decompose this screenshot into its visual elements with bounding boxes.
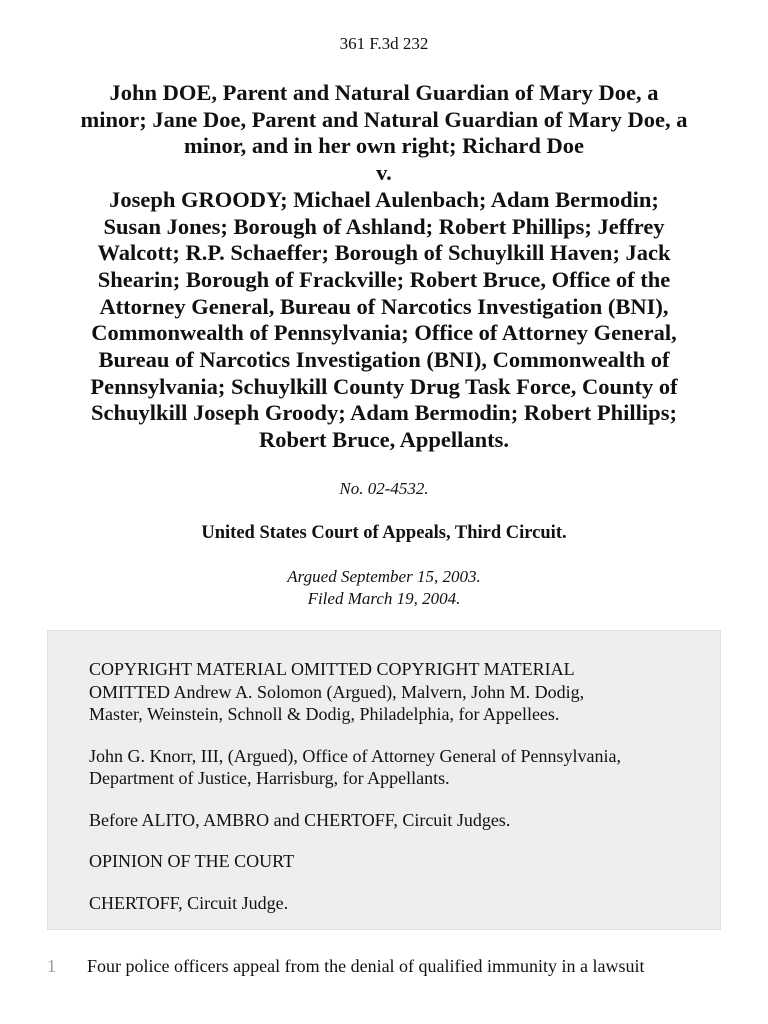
appellee-counsel (89, 658, 709, 726)
caption-line: Pennsylvania; Schuylkill County Drug Task Force, County of (90, 373, 678, 399)
caption-line: Shearin; Borough of Frackville; Robert Bruce, Office of the (97, 266, 671, 292)
caption-line: Attorney General, Bureau of Narcotics Investigation (BNI), (99, 293, 669, 319)
text-line: Master, Weinstein, Schnoll & Dodig, Philadelphia, for Appellees. (89, 704, 560, 724)
caption-line: v. (376, 160, 392, 186)
case-caption (0, 80, 768, 454)
caption-line: minor; Jane Doe, Parent and Natural Guardian of Mary Doe, a (80, 106, 688, 132)
court-name: United States Court of Appeals, Third Circuit. (201, 523, 567, 543)
appellant-counsel (89, 745, 709, 790)
paragraph-text: Four police officers appeal from the denial of qualified immunity in a lawsuit (87, 956, 645, 976)
citation: 361 F.3d 232 (339, 34, 429, 53)
text-line: OMITTED Andrew A. Solomon (Argued), Malvern, John M. Dodig, (89, 681, 585, 702)
case-dates (0, 566, 768, 610)
caption-line: Susan Jones; Borough of Ashland; Robert Phillips; Jeffrey (103, 213, 665, 239)
panel: Before ALITO, AMBRO and CHERTOFF, Circuit Judges. (89, 809, 511, 830)
text-line: Department of Justice, Harrisburg, for Appellants. (89, 768, 450, 788)
caption-line: Schuylkill Joseph Groody; Adam Bermodin; Robert Phillips; (91, 400, 677, 426)
opinion-author: CHERTOFF, Circuit Judge. (89, 892, 289, 913)
text-line: COPYRIGHT MATERIAL OMITTED COPYRIGHT MATERIAL (89, 659, 575, 679)
caption-line: minor, and in her own right; Richard Doe (183, 133, 585, 159)
caption-line: Commonwealth of Pennsylvania; Office of Attorney General, (91, 320, 677, 346)
caption-line: John DOE, Parent and Natural Guardian of Mary Doe, a (109, 80, 659, 105)
filed-date: Filed March 19, 2004. (307, 589, 461, 608)
argued-date: Argued September 15, 2003. (287, 567, 481, 586)
caption-line: Robert Bruce, Appellants. (259, 427, 509, 453)
caption-line: Bureau of Narcotics Investigation (BNI), Commonwealth of (98, 347, 670, 373)
text-line: John G. Knorr, III, (Argued), Office of Attorney General of Pennsylvania, (89, 745, 621, 766)
docket-number: No. 02-4532. (339, 479, 429, 498)
caption-line: Walcott; R.P. Schaeffer; Borough of Schuylkill Haven; Jack (97, 240, 671, 266)
caption-line: Joseph GROODY; Michael Aulenbach; Adam Bermodin; (109, 186, 659, 212)
case-info-box (47, 630, 721, 930)
paragraph-number: 1 (47, 956, 56, 976)
opinion-heading: OPINION OF THE COURT (89, 851, 295, 871)
